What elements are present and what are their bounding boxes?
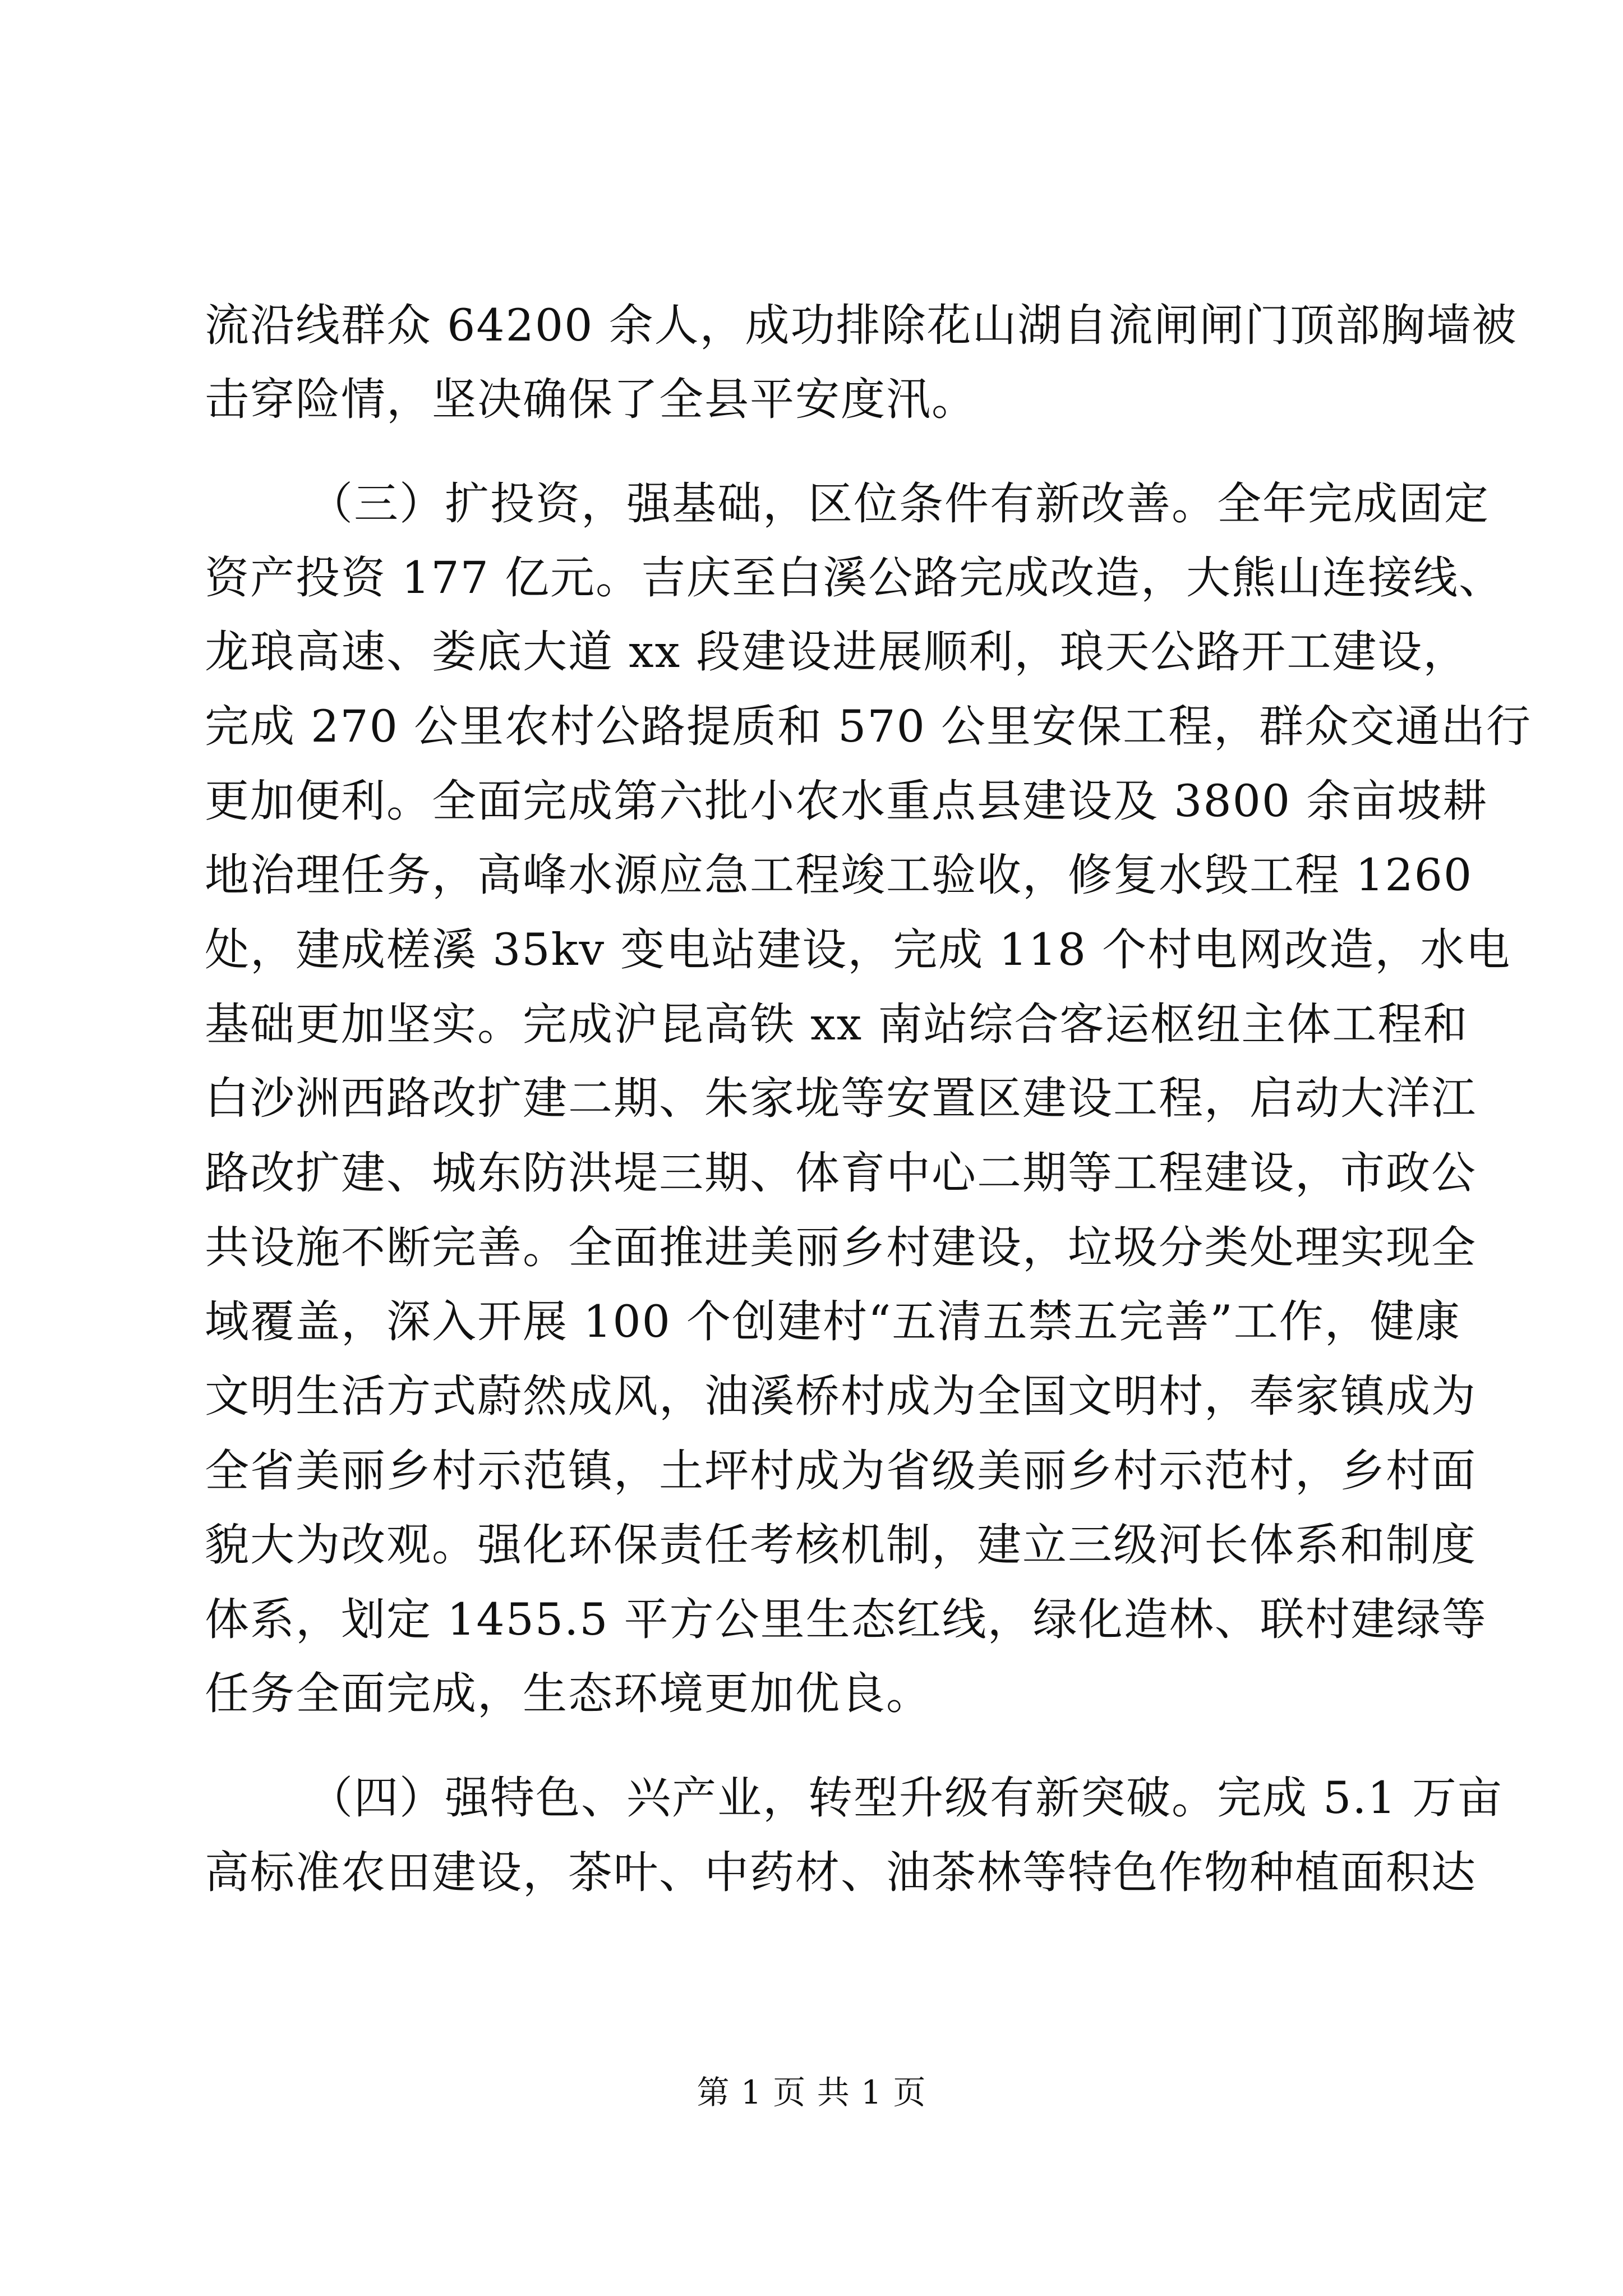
text-line-1: 流沿线群众 64200 余人，成功排除花山湖自流闸闸门顶部胸墙被 bbox=[205, 300, 1518, 351]
text-line-3: （三）扩投资，强基础，区位条件有新改善。全年完成固定 bbox=[308, 478, 1490, 530]
text-line-5: 龙琅高速、娄底大道 xx 段建设进展顺利，琅天公路开工建设， bbox=[205, 626, 1469, 678]
text-line-14: 域覆盖，深入开展 100 个创建村“五清五禁五完善”工作，健康 bbox=[205, 1296, 1461, 1347]
text-line-10: 基础更加坚实。完成沪昆高铁 xx 南站综合客运枢纽主体工程和 bbox=[205, 999, 1469, 1050]
text-line-11: 白沙洲西路改扩建二期、朱家垅等安置区建设工程，启动大洋江 bbox=[205, 1073, 1477, 1124]
text-line-19: 任务全面完成，生态环境更加优良。 bbox=[205, 1668, 932, 1719]
text-line-8: 地治理任务，高峰水源应急工程竣工验收，修复水毁工程 1260 bbox=[205, 849, 1473, 901]
text-line-17: 貌大为改观。强化环保责任考核机制，建立三级河长体系和制度 bbox=[205, 1519, 1477, 1571]
text-line-2: 击穿险情，坚决确保了全县平安度汛。 bbox=[205, 374, 977, 425]
text-line-6: 完成 270 公里农村公路提质和 570 公里安保工程，群众交通出行 bbox=[205, 701, 1532, 752]
text-line-13: 共设施不断完善。全面推进美丽乡村建设，垃圾分类处理实现全 bbox=[205, 1222, 1477, 1273]
text-line-4: 资产投资 177 亿元。吉庆至白溪公路完成改造，大熊山连接线、 bbox=[205, 552, 1505, 604]
text-line-9: 处，建成槎溪 35kv 变电站建设，完成 118 个村电网改造，水电 bbox=[205, 924, 1511, 976]
text-line-7: 更加便利。全面完成第六批小农水重点县建设及 3800 余亩坡耕 bbox=[205, 775, 1488, 827]
text-line-18: 体系，划定 1455.5 平方公里生态红线，绿化造林、联村建绿等 bbox=[205, 1594, 1487, 1645]
page-footer: 第 1 页 共 1 页 bbox=[697, 2073, 926, 2111]
text-line-21: 高标准农田建设，茶叶、中药材、油茶林等特色作物种植面积达 bbox=[205, 1847, 1477, 1898]
text-line-20: （四）强特色、兴产业，转型升级有新突破。完成 5.1 万亩 bbox=[308, 1772, 1503, 1824]
text-line-15: 文明生活方式蔚然成风，油溪桥村成为全国文明村，奉家镇成为 bbox=[205, 1370, 1477, 1422]
text-line-12: 路改扩建、城东防洪堤三期、体育中心二期等工程建设，市政公 bbox=[205, 1147, 1477, 1199]
text-line-16: 全省美丽乡村示范镇，土坪村成为省级美丽乡村示范村，乡村面 bbox=[205, 1445, 1477, 1497]
